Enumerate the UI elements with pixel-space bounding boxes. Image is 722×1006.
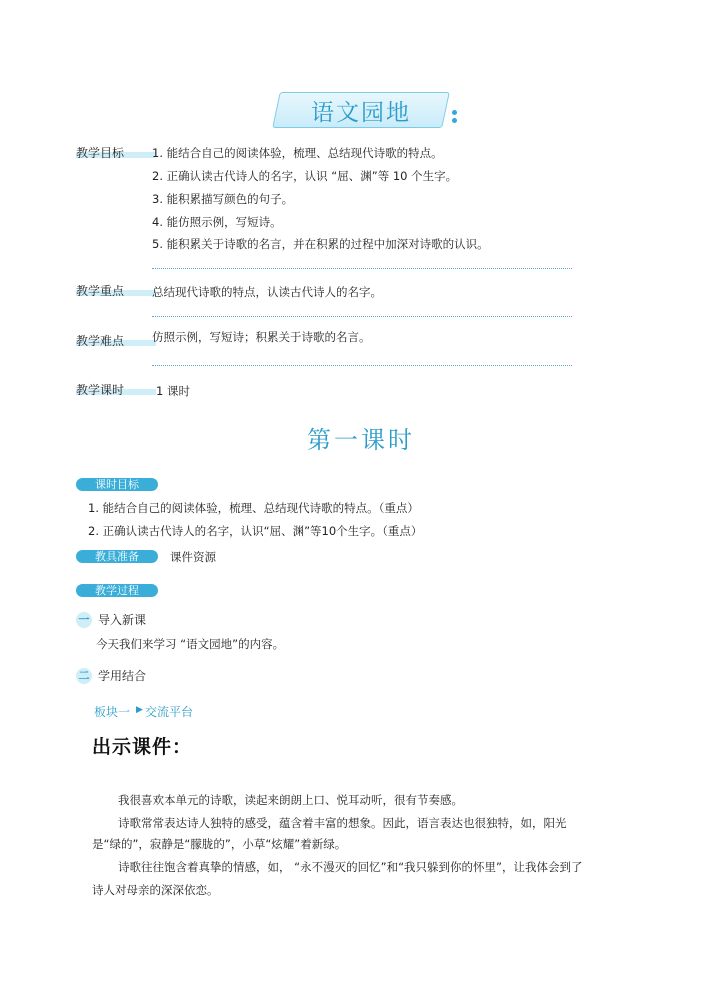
goals-label: 教学目标 [76,146,125,160]
banner-dot-1 [452,110,457,115]
divider [152,365,572,366]
difficulty-text: 仿照示例，写短诗；积累关于诗歌的名言。 [152,330,371,344]
chevron-right-icon: ▶ [136,705,143,715]
lesson-goal-item: 2. 正确认读古代诗人的名字，认识“屈、渊”等10个生字。（重点） [88,524,423,538]
paragraph-line: 我很喜欢本单元的诗歌，读起来朗朗上口、悦耳动听，很有节奏感。 [118,793,463,807]
process-pill: 教学过程 [76,584,158,597]
difficulty-label: 教学难点 [76,334,125,348]
step-text: 今天我们来学习 “语文园地”的内容。 [96,637,285,651]
goal-item: 5. 能积累关于诗歌的名言，并在积累的过程中加深对诗歌的认识。 [152,237,489,251]
step-title: 导入新课 [98,613,147,627]
paragraph-line: 诗歌常常表达诗人独特的感受，蕴含着丰富的想象。因此，语言表达也很独特，如，阳光 [118,816,567,830]
goal-item: 4. 能仿照示例，写短诗。 [152,215,282,229]
prep-text: 课件资源 [170,550,216,564]
goal-item: 1. 能结合自己的阅读体验，梳理、总结现代诗歌的特点。 [152,146,443,160]
step-number-badge: 二 [76,668,92,684]
lesson-goal-item: 1. 能结合自己的阅读体验，梳理、总结现代诗歌的特点。（重点） [88,501,419,515]
lesson-goals-pill: 课时目标 [76,478,158,491]
module-title: 交流平台 [145,705,194,719]
paragraph-line: 诗歌往往饱含着真挚的情感，如， “永不漫灭的回忆”和“我只躲到你的怀里”，让我体会到了 [118,860,583,874]
key-point-label: 教学重点 [76,284,125,298]
lesson-title: 第一课时 [307,426,415,454]
prep-pill: 教具准备 [76,550,158,563]
goal-item: 2. 正确认读古代诗人的名字，认识 “屈、渊”等 10 个生字。 [152,169,458,183]
courseware-heading: 出示课件： [92,736,193,758]
step-title: 学用结合 [98,669,147,683]
divider [152,316,572,317]
hours-text: 1 课时 [156,384,190,398]
page-title: 语文园地 [311,100,411,126]
goal-item: 3. 能积累描写颜色的句子。 [152,192,294,206]
divider [152,268,572,269]
module-label: 板块一 [94,705,131,719]
banner-dot-2 [452,118,457,123]
step-number-badge: 一 [76,612,92,628]
hours-label: 教学课时 [76,383,125,397]
paragraph-line: 诗人对母亲的深深依恋。 [92,883,219,897]
key-point-text: 总结现代诗歌的特点，认读古代诗人的名字。 [152,285,382,299]
paragraph-line: 是“绿的”，寂静是“朦胧的”，小草“炫耀”着新绿。 [92,837,347,851]
